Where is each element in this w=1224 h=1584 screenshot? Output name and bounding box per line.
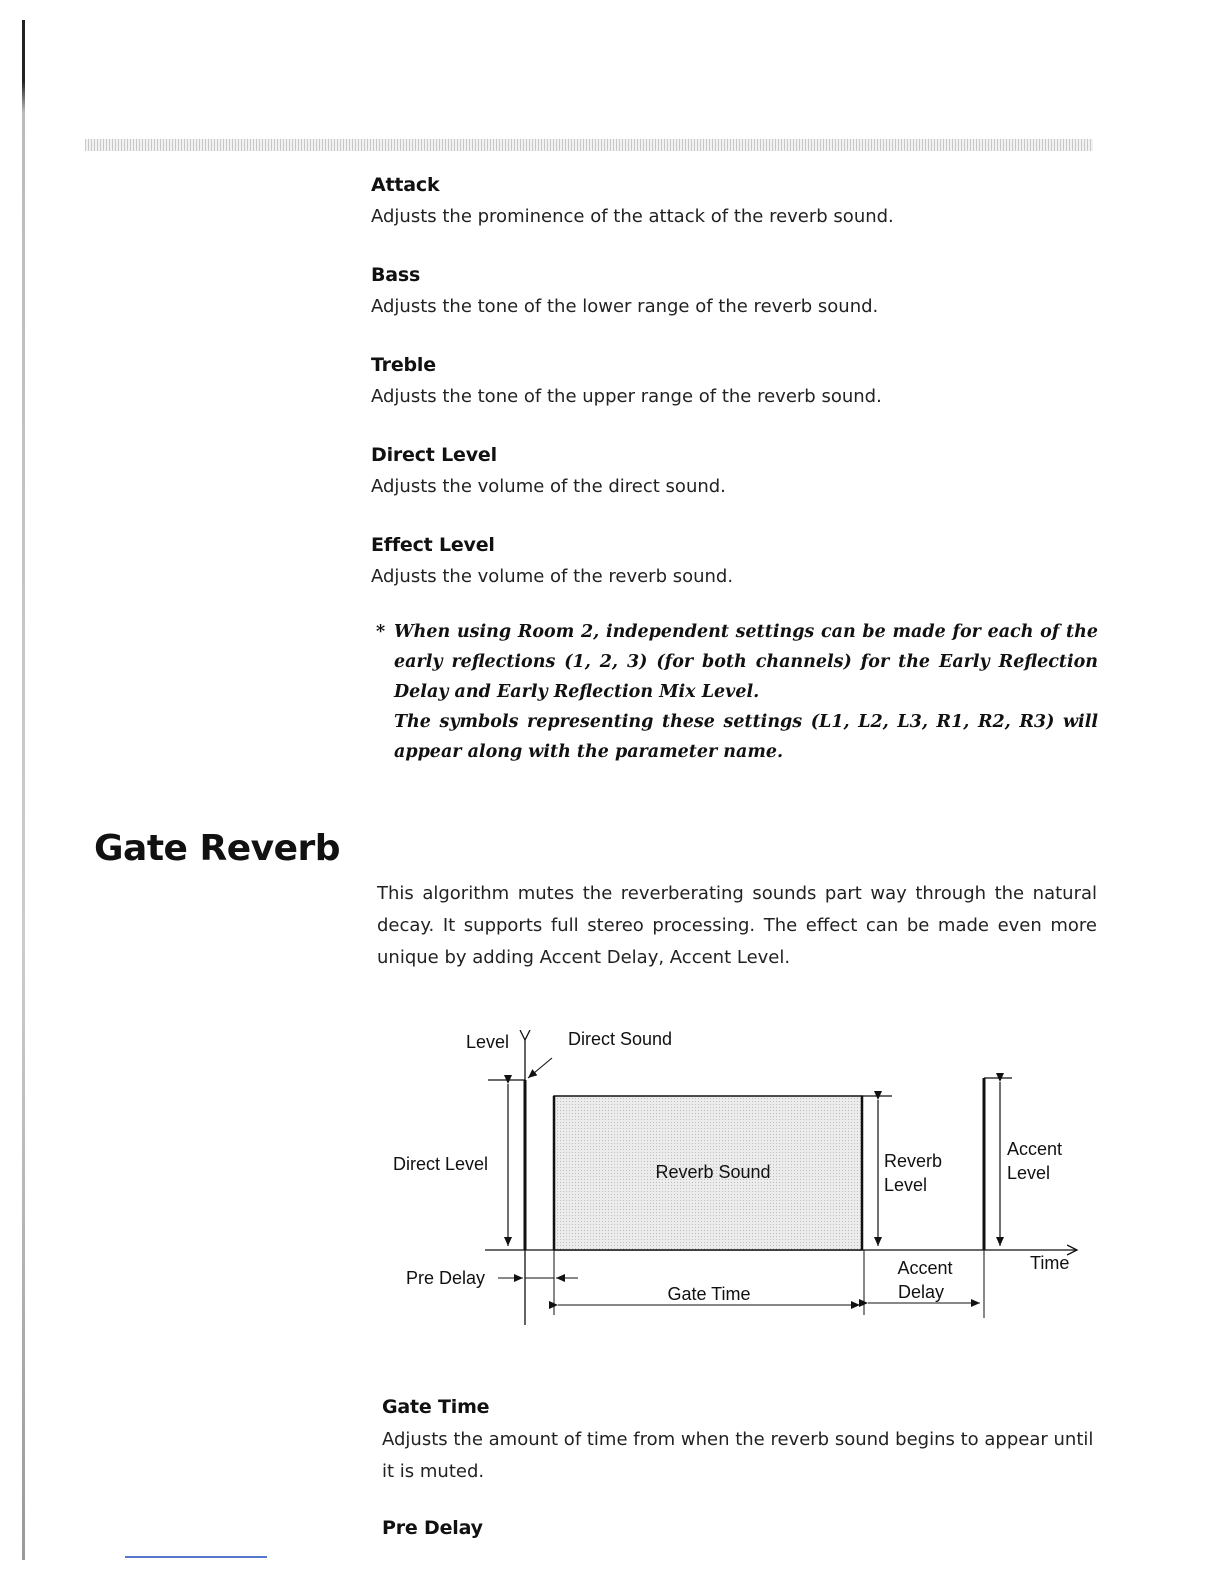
param-heading: Treble (371, 354, 436, 376)
label-gate-time: Gate Time (667, 1284, 751, 1304)
param-description: Adjusts the amount of time from when the reverb sound begins to appear until it is muted. (382, 1429, 1094, 1482)
param-description: Adjusts the prominence of the attack of the reverb sound. (371, 206, 894, 227)
direct-sound-pointer (528, 1058, 552, 1078)
section-intro: This algorithm mutes the reverberating sounds part way through the natural decay. It supports full stereo processing. The effect can be made even more unique by adding Accent Delay, Accent Level. (377, 883, 1097, 968)
param-heading: Bass (371, 264, 421, 286)
param-description: Adjusts the tone of the upper range of the reverb sound. (371, 386, 882, 407)
label-time: Time (1030, 1253, 1070, 1273)
param-treble (371, 354, 1101, 412)
param-heading: Direct Level (371, 444, 497, 466)
param-heading: Gate Time (382, 1396, 490, 1418)
gate-reverb-diagram (380, 1020, 1100, 1340)
label-reverb-level-2: Level (884, 1175, 928, 1195)
param-heading: Pre Delay (382, 1517, 483, 1539)
scan-speck (150, 717, 170, 725)
label-accent-delay-1: Accent (897, 1258, 953, 1278)
param-bass (371, 264, 1101, 322)
note-line-1: When using Room 2, independent settings can be made for each of the early reflections (1, 2, 3) (for both channels) for the Early Reflection Delay and Early Reflection Mix Level. (394, 622, 1098, 702)
label-pre-delay: Pre Delay (406, 1268, 486, 1288)
label-direct-sound: Direct Sound (568, 1029, 673, 1049)
param-attack (371, 174, 1101, 232)
param-effect-level (371, 534, 1101, 592)
header-rule (85, 139, 1093, 151)
binding-edge (22, 20, 25, 1560)
param-direct-level (371, 444, 1101, 502)
footer-line (125, 1556, 267, 1558)
label-direct-level: Direct Level (393, 1154, 489, 1174)
param-gate-time (382, 1396, 1102, 1488)
param-heading: Effect Level (371, 534, 495, 556)
param-description: Adjusts the volume of the direct sound. (371, 476, 726, 497)
label-level: Level (466, 1032, 510, 1052)
param-description: Adjusts the tone of the lower range of the reverb sound. (371, 296, 879, 317)
section-title: Gate Reverb (94, 828, 341, 869)
note-line-2: The symbols representing these settings (L1, L2, L3, R1, R2, R3) will appear along with the parameter name. (394, 712, 1098, 762)
label-accent-level-2: Level (1007, 1163, 1051, 1183)
note-marker: * (376, 622, 386, 642)
label-reverb-sound: Reverb Sound (655, 1162, 771, 1182)
param-description: Adjusts the volume of the reverb sound. (371, 566, 734, 587)
label-accent-delay-2: Delay (897, 1282, 945, 1302)
label-reverb-level-1: Reverb (884, 1151, 943, 1171)
room2-note (376, 617, 1098, 767)
param-heading: Attack (371, 174, 440, 196)
param-pre-delay (382, 1517, 1102, 1539)
label-accent-level-1: Accent (1007, 1139, 1063, 1159)
note-body (394, 617, 1098, 767)
